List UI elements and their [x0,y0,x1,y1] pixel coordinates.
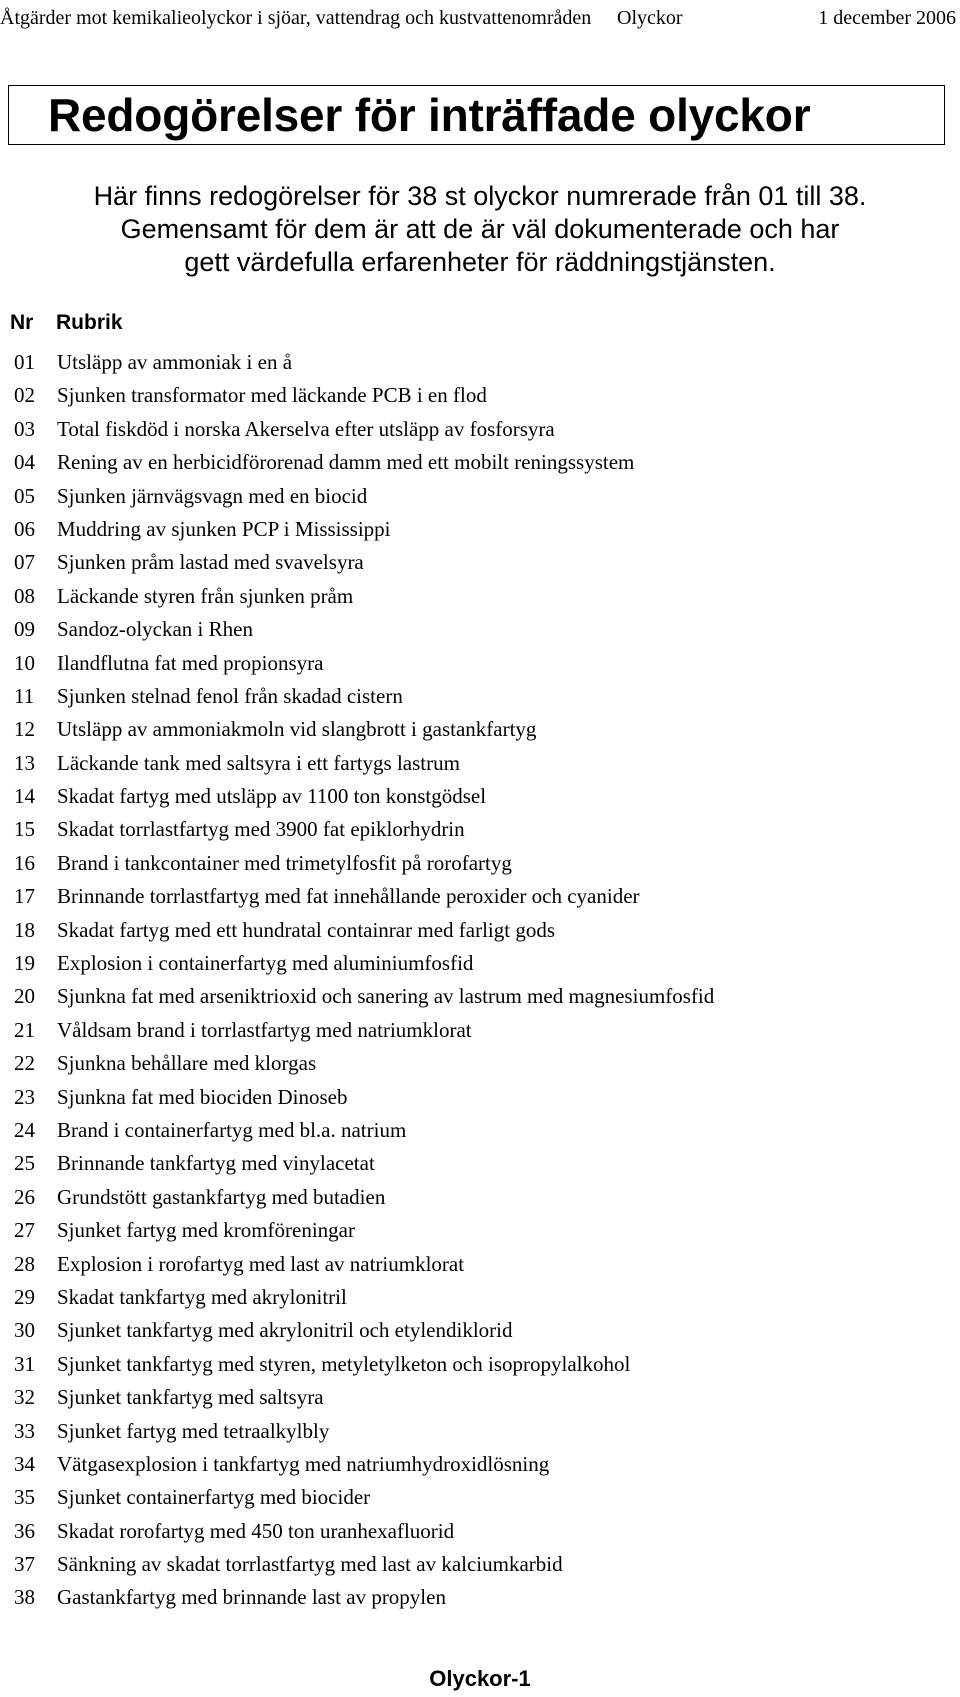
header-nr: Nr [10,311,34,334]
row-rubrik: Brinnande torrlastfartyg med fat innehållande peroxider och cyanider [57,884,640,909]
table-row [0,1050,960,1083]
row-nr: 19 [14,951,35,976]
table-row [0,549,960,582]
row-nr: 05 [14,483,35,508]
table-row [0,349,960,382]
row-nr: 27 [14,1218,35,1243]
header-rubrik: Rubrik [56,311,123,334]
row-rubrik: Sjunket tankfartyg med styren, metyletylketon och isopropylalkohol [57,1351,631,1376]
row-rubrik: Skadat fartyg med ett hundratal containrar med farligt gods [57,917,556,942]
table-row [0,1551,960,1584]
intro-line-2: Gemensamt för dem är att de är väl dokumenterade och har [120,214,840,244]
row-nr: 02 [14,383,35,408]
table-row [0,1484,960,1517]
row-rubrik: Muddring av sjunken PCP i Mississippi [57,516,391,541]
row-nr: 36 [14,1518,35,1543]
table-header-row [0,311,960,343]
row-nr: 29 [14,1284,35,1309]
row-rubrik: Skadat rorofartyg med 450 ton uranhexafluorid [57,1518,455,1543]
row-rubrik: Vätgasexplosion i tankfartyg med natriumhydroxidlösning [57,1451,550,1476]
row-rubrik: Sjunket tankfartyg med akrylonitril och etylendiklorid [57,1318,513,1343]
row-rubrik: Total fiskdöd i norska Akerselva efter utsläpp av fosforsyra [57,416,555,441]
table-row [0,783,960,816]
table-row [0,1184,960,1217]
page-title: Redogörelser för inträffade olyckor [48,89,811,141]
row-rubrik: Sänkning av skadat torrlastfartyg med last av kalciumkarbid [57,1552,563,1577]
row-nr: 38 [14,1585,35,1610]
row-nr: 30 [14,1318,35,1343]
row-nr: 01 [14,350,35,374]
row-nr: 23 [14,1084,35,1109]
row-nr: 24 [14,1117,35,1142]
row-nr: 17 [14,884,35,909]
row-rubrik: Grundstött gastankfartyg med butadien [57,1184,386,1209]
row-rubrik: Explosion i containerfartyg med aluminiumfosfid [57,951,474,976]
row-rubrik: Skadat torrlastfartyg med 3900 fat epiklorhydrin [57,817,465,842]
table-row [0,1418,960,1451]
table-row [0,650,960,683]
table-row [0,1317,960,1350]
intro-line-1: Här finns redogörelser för 38 st olyckor numrerade från 01 till 38. [93,181,867,211]
row-rubrik: Utsläpp av ammoniak i en å [57,350,293,374]
table-row [0,1284,960,1317]
row-rubrik: Brand i containerfartyg med bl.a. natrium [57,1117,407,1142]
row-nr: 31 [14,1351,35,1376]
row-rubrik: Brinnande tankfartyg med vinylacetat [57,1151,375,1176]
row-nr: 26 [14,1184,35,1209]
row-nr: 28 [14,1251,35,1276]
row-nr: 21 [14,1017,35,1042]
table-row [0,816,960,849]
table-row [0,382,960,415]
table-row [0,1584,960,1617]
row-rubrik: Sjunken transformator med läckande PCB i en flod [57,383,487,408]
row-nr: 25 [14,1151,35,1176]
row-rubrik: Våldsam brand i torrlastfartyg med natriumklorat [57,1017,472,1042]
row-rubrik: Skadat tankfartyg med akrylonitril [57,1284,347,1309]
header-section: Olyckor [617,7,683,29]
table-row [0,716,960,749]
table-row [0,1351,960,1384]
row-rubrik: Ilandflutna fat med propionsyra [57,650,324,675]
row-nr: 10 [14,650,35,675]
row-rubrik: Skadat fartyg med utsläpp av 1100 ton konstgödsel [57,784,487,809]
row-rubrik: Sjunket fartyg med kromföreningar [57,1218,355,1243]
row-nr: 14 [14,784,35,809]
row-nr: 13 [14,750,35,775]
row-nr: 32 [14,1385,35,1410]
page-header [0,6,960,30]
row-nr: 15 [14,817,35,842]
intro-paragraph [0,180,960,279]
table-row [0,883,960,916]
intro-line-3: gett värdefulla erfarenheter för räddningstjänsten. [184,247,776,277]
row-rubrik: Sjunkna fat med arseniktrioxid och sanering av lastrum med magnesiumfosfid [57,984,715,1009]
row-nr: 09 [14,617,35,642]
table-row [0,1251,960,1284]
table-row [0,950,960,983]
table-row [0,616,960,649]
row-nr: 22 [14,1051,35,1076]
table-row [0,1451,960,1484]
table-row [0,449,960,482]
row-rubrik: Sjunkna behållare med klorgas [57,1051,317,1076]
row-rubrik: Rening av en herbicidförorenad damm med ett mobilt reningssystem [57,450,635,475]
row-nr: 34 [14,1451,35,1476]
row-rubrik: Sjunkna fat med biociden Dinoseb [57,1084,348,1109]
row-nr: 03 [14,416,35,441]
table-row [0,1518,960,1551]
row-rubrik: Explosion i rorofartyg med last av natriumklorat [57,1251,465,1276]
row-nr: 06 [14,516,35,541]
table-row [0,416,960,449]
row-nr: 18 [14,917,35,942]
table-row [0,583,960,616]
table-row [0,1084,960,1117]
table-row [0,917,960,950]
row-rubrik: Sjunken pråm lastad med svavelsyra [57,550,364,575]
row-nr: 35 [14,1485,35,1510]
row-nr: 20 [14,984,35,1009]
table-row [0,850,960,883]
row-nr: 11 [14,683,35,708]
table-row [0,1384,960,1417]
table-row [0,683,960,716]
table-row [0,483,960,516]
table-row [0,1017,960,1050]
table-row [0,1150,960,1183]
table-row [0,1217,960,1250]
row-nr: 12 [14,717,35,742]
accident-table [0,311,960,1610]
row-nr: 16 [14,850,35,875]
row-rubrik: Sjunket fartyg med tetraalkylbly [57,1418,330,1443]
table-row [0,750,960,783]
row-nr: 37 [14,1552,35,1577]
page-footer: Olyckor-1 [429,1666,531,1691]
table-row [0,516,960,549]
row-rubrik: Utsläpp av ammoniakmoln vid slangbrott i gastankfartyg [57,717,537,742]
row-nr: 08 [14,583,35,608]
row-rubrik: Sjunken stelnad fenol från skadad cistern [57,683,403,708]
row-nr: 04 [14,450,35,475]
table-row [0,983,960,1016]
row-rubrik: Sjunket tankfartyg med saltsyra [57,1385,324,1410]
title-box [8,85,945,145]
table-body [0,349,960,1618]
header-document-title: Åtgärder mot kemikalieolyckor i sjöar, vattendrag och kustvattenområden [0,7,592,29]
row-nr: 07 [14,550,35,575]
row-rubrik: Läckande tank med saltsyra i ett fartygs lastrum [57,750,460,775]
row-rubrik: Sjunket containerfartyg med biocider [57,1485,371,1510]
header-date: 1 december 2006 [818,7,956,29]
row-rubrik: Sjunken järnvägsvagn med en biocid [57,483,368,508]
row-rubrik: Gastankfartyg med brinnande last av propylen [57,1585,446,1610]
row-rubrik: Sandoz-olyckan i Rhen [57,617,253,642]
row-rubrik: Läckande styren från sjunken pråm [57,583,354,608]
row-nr: 33 [14,1418,35,1443]
row-rubrik: Brand i tankcontainer med trimetylfosfit på rorofartyg [57,850,512,875]
table-row [0,1117,960,1150]
